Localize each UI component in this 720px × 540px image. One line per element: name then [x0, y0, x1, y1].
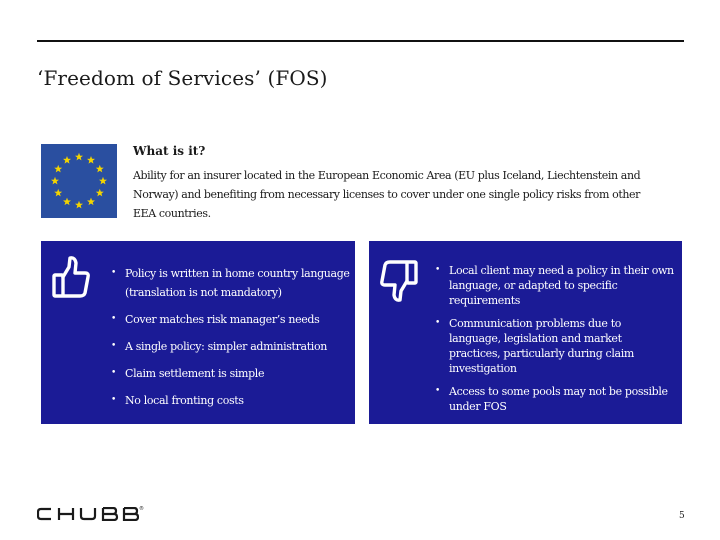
page-number: 5: [679, 511, 685, 521]
disadvantage-item: • Communication problems due to language, legislation and market practices, particularly during claim investigation: [435, 316, 675, 376]
thumbs-down-icon: [379, 259, 419, 307]
advantage-item: • Claim settlement is simple: [111, 364, 351, 383]
eu-star: [51, 177, 59, 185]
eu-star: [54, 189, 62, 197]
eu-star: [63, 198, 71, 206]
disadvantages-panel: [369, 241, 682, 424]
advantages-panel: [41, 241, 355, 424]
eu-star: [87, 156, 95, 164]
eu-star: [75, 201, 83, 209]
eu-star: [75, 153, 83, 161]
eu-star: [54, 165, 62, 173]
disadvantages-list: [435, 263, 675, 422]
disadvantage-item: • Local client may need a policy in their own language, or adapted to specific requirements: [435, 263, 675, 308]
eu-star: [63, 156, 71, 164]
top-divider: [37, 40, 684, 42]
advantage-item: • Policy is written in home country language (translation is not mandatory): [111, 264, 351, 302]
eu-star: [96, 189, 104, 197]
advantage-item: • A single policy: simpler administration: [111, 337, 351, 356]
advantage-item: • Cover matches risk manager’s needs: [111, 310, 351, 329]
what-is-it-description: Ability for an insurer located in the European Economic Area (EU plus Iceland, Liechtenstein and Norway) and benefiting from necessary licenses to cover under one single policy risks from other EEA countries.: [133, 169, 641, 220]
eu-star: [96, 165, 104, 173]
eu-star: [99, 177, 107, 185]
eu-star: [87, 198, 95, 206]
what-is-it-heading: What is it?: [133, 144, 206, 158]
thumbs-up-icon: [51, 255, 91, 303]
logo-trademark-dot: ®: [139, 506, 144, 512]
disadvantage-item: • Access to some pools may not be possible under FOS: [435, 384, 675, 414]
eu-flag-icon: [41, 144, 117, 218]
chubb-logo: [37, 506, 144, 525]
advantages-list: [111, 264, 351, 418]
advantage-item: • No local fronting costs: [111, 391, 351, 410]
slide-title: ‘Freedom of Services’ (FOS): [37, 66, 328, 90]
